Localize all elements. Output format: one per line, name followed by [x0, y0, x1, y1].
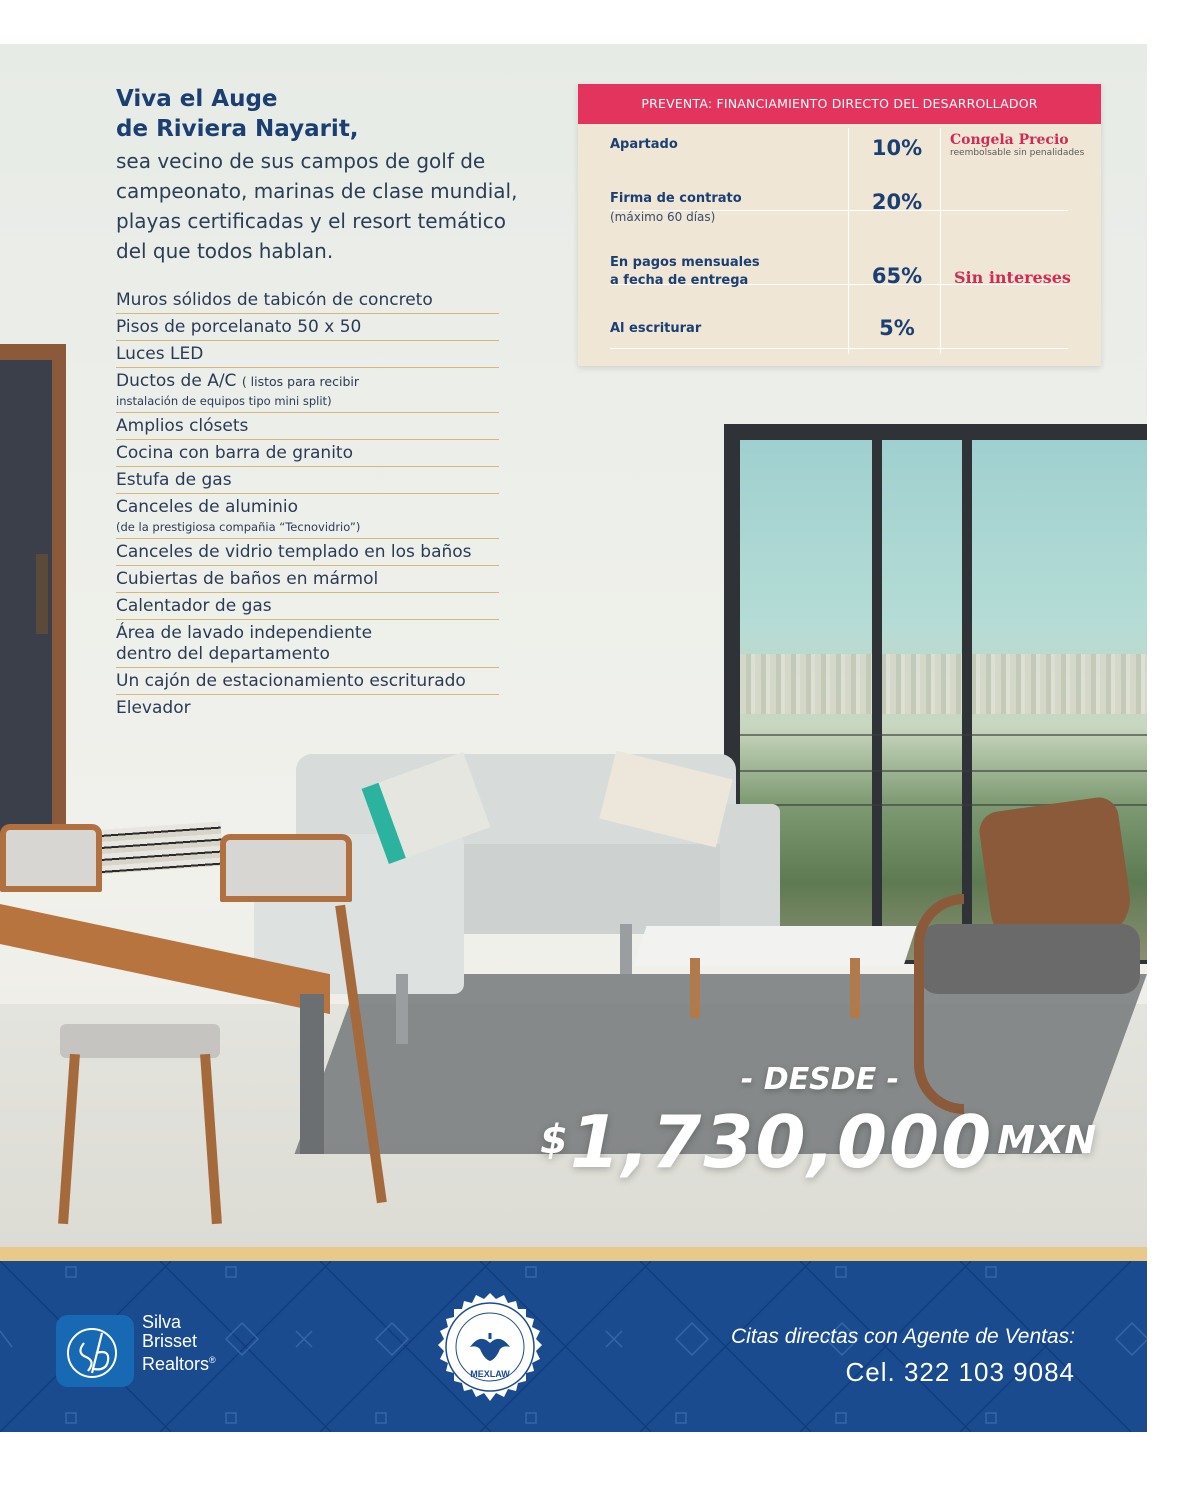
books: [93, 822, 224, 875]
row-percent-firma: 20%: [871, 190, 923, 214]
feature-item: Elevador: [116, 698, 191, 718]
sofa-leg: [396, 974, 408, 1044]
row-label-pagos: En pagos mensuales a fecha de entrega: [610, 255, 760, 288]
feature-item: Pisos de porcelanato 50 x 50: [116, 317, 499, 341]
seal-name: MEXLAW: [470, 1369, 510, 1379]
feature-item: Ductos de A/C ( listos para recibir instalación de equipos tipo mini split): [116, 371, 499, 413]
certified-developer-seal-icon: [432, 1291, 548, 1407]
feature-item: Estufa de gas: [116, 470, 499, 494]
coffee-table-leg: [850, 958, 860, 1018]
feature-item: Un cajón de estacionamiento escriturado: [116, 671, 499, 695]
headline-line-1: Viva el Auge: [116, 86, 278, 112]
price-amount: 1,730,000: [569, 1100, 994, 1184]
intro-text: sea vecino de sus campos de golf de campeonato, marinas de clase mundial, playas certificadas y el resort temático del que todos hablan.: [116, 149, 518, 263]
brand-name: Silva Brisset Realtors®: [142, 1312, 216, 1374]
row-note-apartado: Congela Precio reembolsable sin penalidades: [950, 132, 1085, 158]
row-label-apartado: Apartado: [610, 137, 678, 152]
feature-item: Calentador de gas: [116, 596, 499, 620]
feature-item: Luces LED: [116, 344, 499, 368]
gold-stripe: [0, 1247, 1147, 1261]
feature-item: Canceles de aluminio (de la prestigiosa compañia “Tecnovidrio”): [116, 497, 499, 539]
contact-caption: Citas directas con Agente de Ventas:: [731, 1325, 1075, 1348]
contact-phone[interactable]: Cel. 322 103 9084: [845, 1357, 1075, 1387]
row-label-firma: Firma de contrato (máximo 60 días): [610, 191, 742, 224]
feature-item: Cocina con barra de granito: [116, 443, 499, 467]
row-percent-escriturar: 5%: [879, 316, 915, 340]
coffee-table: [634, 926, 917, 966]
sofa-arm: [720, 804, 780, 944]
features-list: [116, 290, 499, 724]
sb-monogram-icon: [56, 1315, 134, 1387]
window-mullion: [962, 440, 972, 960]
silva-brisset-logo-icon: [56, 1315, 134, 1387]
headline-block: [116, 84, 516, 266]
feature-item: Cubiertas de baños en mármol: [116, 569, 499, 593]
window-mullion: [872, 440, 882, 960]
row-label-escriturar: Al escriturar: [610, 321, 702, 336]
lounge-chair-frame: [914, 894, 964, 1114]
advertisement: [0, 44, 1147, 1432]
feature-item: Muros sólidos de tabicón de concreto: [116, 290, 499, 314]
table-divider: [848, 128, 849, 354]
row-note-pagos: Sin intereses: [954, 268, 1071, 287]
financing-table: [578, 84, 1101, 366]
feature-item: Amplios clósets: [116, 416, 499, 440]
feature-item: Área de lavado independiente dentro del departamento: [116, 623, 499, 668]
financing-title: PREVENTA: FINANCIAMIENTO DIRECTO DEL DESARROLLADOR: [578, 84, 1101, 124]
sofa-leg: [620, 924, 632, 974]
wall-picture: [36, 554, 48, 634]
coffee-table-leg: [690, 958, 700, 1018]
price-unit: MXN: [997, 1118, 1097, 1162]
city-view: [740, 654, 1147, 714]
table-divider: [610, 348, 1068, 349]
dining-table-leg: [300, 994, 324, 1154]
row-percent-apartado: 10%: [871, 136, 923, 160]
price-currency: $: [540, 1117, 568, 1163]
balcony-rail: [740, 770, 1147, 772]
headline-line-2: de Riviera Nayarit,: [116, 116, 359, 142]
price: [540, 1100, 1120, 1184]
row-percent-pagos: 65%: [871, 264, 923, 288]
price-desde: - DESDE -: [740, 1062, 900, 1097]
footer-bar: [0, 1261, 1147, 1432]
balcony-rail: [740, 734, 1147, 736]
feature-item: Canceles de vidrio templado en los baños: [116, 542, 499, 566]
